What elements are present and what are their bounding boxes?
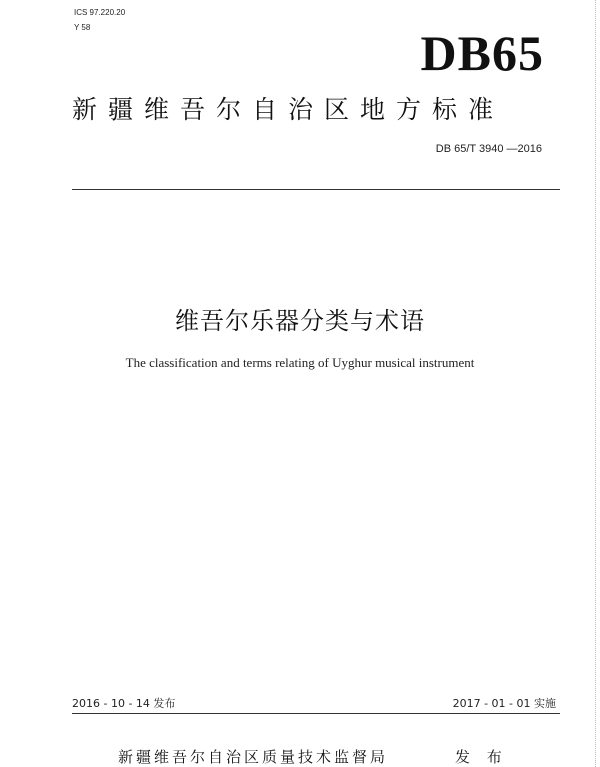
classification-code: Y 58 [74,23,91,32]
footer-divider [72,713,560,714]
document-title-english: The classification and terms relating of Uyghur musical instrument [125,355,475,370]
document-title-chinese: 维吾尔乐器分类与术语 [175,307,425,335]
standard-logo: DB65 [420,25,544,81]
publisher-name: 新疆维吾尔自治区质量技术监督局 [118,748,389,766]
ics-code: ICS 97.220.20 [74,8,126,17]
page-edge-decoration [595,0,600,767]
implementation-date: 2017 - 01 - 01 实施 [452,697,556,710]
issue-date: 2016 - 10 - 14 发布 [72,697,176,710]
header-divider [72,189,560,190]
standard-type-heading: 新疆维吾尔自治区地方标准 [72,95,505,124]
publish-label: 发 布 [455,748,508,766]
standard-number: DB 65/T 3940 —2016 [435,143,542,155]
